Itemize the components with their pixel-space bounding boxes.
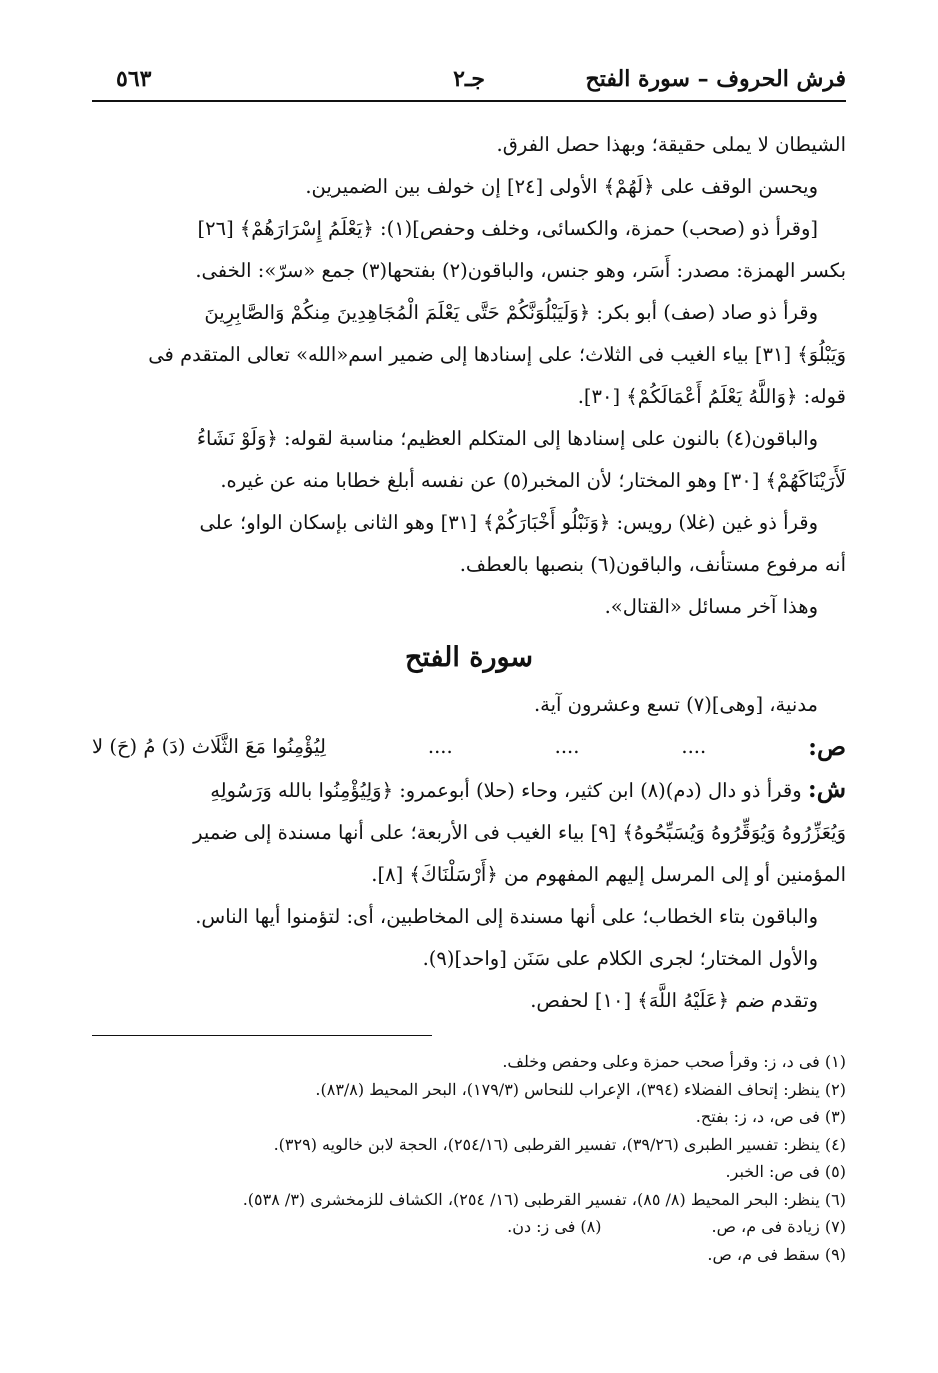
body-line: قوله: ﴿وَاللَّهُ يَعْلَمُ أَعْمَالَكُمْ﴾ [٣٠]. (577, 385, 846, 408)
body-line: وقرأ ذو صاد (صف) أبو بكر: ﴿وَلَيَبْلُوَنَّكُمْ حَتَّى يَعْلَمَ الْمُجَاهِدِينَ مِنكُمْ وَالصَّابِرِينَ (204, 301, 818, 324)
body-line: ويحسن الوقف على ﴿لَهُمْ﴾ الأولى [٢٤] إن خولف بين الضميرين. (305, 175, 818, 198)
commentary-line-0: وقرأ ذو دال (دم)(٨) ابن كثير، وحاء (حلا) أبوعمرو: ﴿وَلِيُؤْمِنُوا بالله وَرَسُولِهِ (210, 779, 802, 802)
commentary-line: وتقدم ضم ﴿عَلَيْهُ اللَّهَ﴾ [١٠] لحفص. (530, 989, 818, 1012)
footnote-pair (92, 1213, 846, 1241)
footnotes (92, 1048, 846, 1268)
footnote-item: (٤) ينظر: تفسير الطبرى (٣٩/٢٦)، تفسير القرطبى (٢٥٤/١٦)، الحجة لابن خالويه (٣٢٩). (273, 1134, 846, 1154)
verse-dots-2: .... (554, 735, 580, 758)
commentary-line: وَيُعَزِّرُوهُ وَيُوَقِّرُوهُ وَيُسَبِّحُوهُ﴾ [٩] بياء الغيب فى الأربعة؛ على أنها مسندة إلى ضمير (193, 821, 846, 844)
commentary-line: والأول المختار؛ لجرى الكلام على سَنَن [واحد](٩). (422, 947, 818, 970)
verse-line (92, 726, 846, 768)
body-line: أنه مرفوع مستأنف، والباقون(٦) بنصبها بالعطف. (459, 553, 846, 576)
header-title: فرش الحروف – سورة الفتح (585, 66, 846, 92)
commentary-first-line (92, 768, 846, 812)
surah-title: سورة الفتح (404, 642, 534, 673)
surah-intro: مدنية، [وهى](٧) تسع وعشرون آية. (533, 693, 818, 716)
footnote-item: (٥) فى ص: الخبر. (725, 1162, 846, 1181)
verse-text: لِيُؤْمِنُوا مَعَ الثَّلَاث (دَ) مُ (حَ) لا (92, 735, 326, 758)
commentary-paragraphs (92, 812, 846, 1022)
body-line: الشيطان لا يملى حقيقة؛ وبهذا حصل الفرق. (496, 133, 846, 156)
footnote-item: (٣) فى ص، د، ز: بفتح. (695, 1107, 846, 1126)
verse-label: ص: (808, 732, 846, 761)
running-header (92, 62, 846, 102)
footnote-8: (٨) فى ز: دن. (507, 1217, 602, 1236)
main-text (92, 124, 846, 1022)
body-line: بكسر الهمزة: مصدر: أَسَر، وهو جنس، والباقون(٢) بفتحها(٣) جمع «سرّ»: الخفى. (195, 259, 846, 282)
footnote-list (92, 1048, 846, 1213)
page-number: ٥٦٣ (116, 66, 152, 92)
verse-dots-1: .... (681, 735, 707, 758)
footnote-item: (٢) ينظر: إتحاف الفضلاء (٣٩٤)، الإعراب للنحاس (١٧٩/٣)، البحر المحيط (٨٣/٨). (315, 1079, 846, 1099)
verse-dots-3: .... (427, 735, 453, 758)
footnote-9: (٩) سقط فى م، ص. (707, 1244, 846, 1264)
body-line: [وقرأ ذو (صحب) حمزة، والكسائى، وخلف وحفص](١): ﴿يَعْلَمُ إِسْرَارَهُمْ﴾ [٢٦] (197, 217, 818, 240)
footnote-item: (٦) ينظر: البحر المحيط (٨/ ٨٥)، تفسير القرطبى (١٦/ ٢٥٤)، الكشاف للزمخشرى (٣/ ٥٣٨). (242, 1189, 846, 1209)
body-line: وهذا آخر مسائل «القتال». (604, 595, 818, 618)
footnote-divider (92, 1035, 432, 1036)
commentary-label: ش: (807, 774, 846, 803)
footnote-gap (602, 1213, 712, 1241)
body-line: وقرأ ذو غين (غلا) رويس: ﴿وَنَبْلُو أَخْبَارَكُمْ﴾ [٣١] وهو الثانى بإسكان الواو؛ على (199, 511, 818, 534)
commentary-line: المؤمنين أو إلى المرسل إليهم المفهوم من ﴿أَرْسَلْنَاكَ﴾ [٨]. (371, 863, 846, 886)
footnote-item: (١) فى د، ز: وقرأ صحب حمزة وعلى وحفص وخلف. (502, 1052, 846, 1071)
body-paragraphs (92, 124, 846, 628)
body-line: وَيَبْلُوَ﴾ [٣١] بياء الغيب فى الثلاث؛ على إسنادها إلى ضمير اسم«الله» تعالى المتقدم فى (148, 343, 846, 366)
commentary-line: والباقون بتاء الخطاب؛ على أنها مسندة إلى المخاطبين، أى: لتؤمنوا أيها الناس. (195, 905, 818, 928)
volume-number: جـ٢ (453, 66, 485, 92)
footnote-7: (٧) زيادة فى م، ص. (711, 1217, 846, 1236)
body-line: والباقون(٤) بالنون على إسنادها إلى المتكلم العظيم؛ مناسبة لقوله: ﴿وَلَوْ نَشَاءُ (196, 427, 818, 450)
body-line: لَأَرَيْنَاكَهُمْ﴾ [٣٠] وهو المختار؛ لأن المخبر(٥) عن نفسه أبلغ خطابا منه عن غيره. (220, 469, 846, 492)
